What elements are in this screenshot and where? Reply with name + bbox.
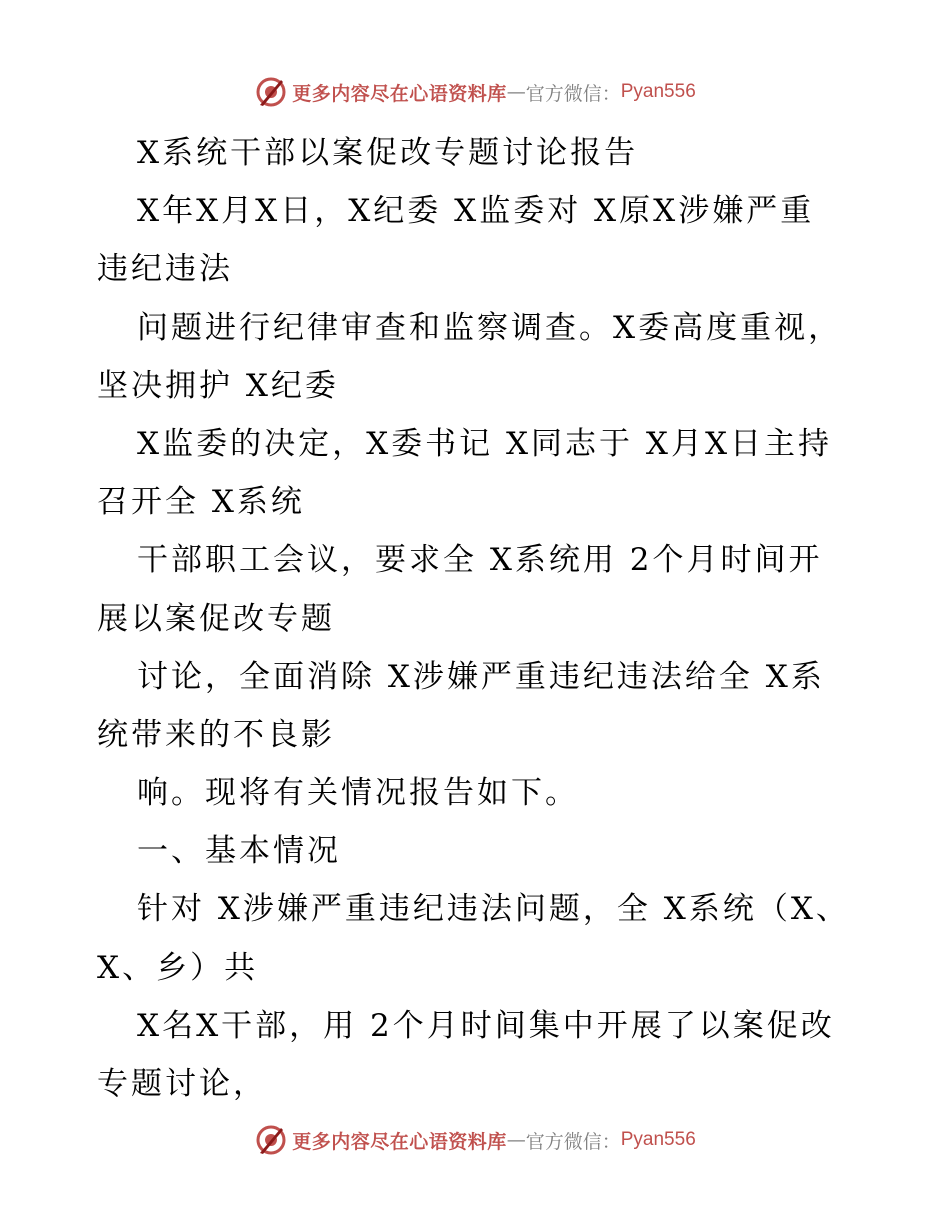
paragraph-line: 讨论，全面消除 X涉嫌严重违纪违法给全 X系 bbox=[137, 658, 825, 695]
paragraph-line: 统带来的不良影 bbox=[97, 716, 335, 753]
watermark-wechat-label: 官方微信： bbox=[525, 1130, 621, 1153]
paragraph-line: 展以案促改专题 bbox=[97, 600, 335, 637]
paragraph-line: X名X干部，用 2个月时间集中开展了以案促改 bbox=[137, 1007, 835, 1044]
watermark-handle: Pyan556 bbox=[620, 81, 696, 102]
footer-watermark bbox=[0, 1120, 950, 1160]
header-watermark bbox=[0, 72, 950, 112]
watermark-separator: — bbox=[506, 1129, 526, 1151]
watermark-handle: Pyan556 bbox=[620, 1129, 696, 1150]
paragraph-line: 专题讨论， bbox=[97, 1066, 267, 1102]
paragraph-line: 问题进行纪律审查和监察调查。X委高度重视， bbox=[137, 309, 843, 346]
paragraph-line: 坚决拥护 X纪委 bbox=[97, 367, 339, 404]
watermark-wechat-label: 官方微信： bbox=[525, 82, 621, 105]
watermark-main-text: 更多内容尽在心语资料库 bbox=[292, 82, 507, 105]
paragraph-line: 响。现将有关情况报告如下。 bbox=[137, 775, 579, 812]
quill-logo-icon bbox=[254, 75, 288, 109]
paragraph-line: 召开全 X系统 bbox=[97, 484, 305, 521]
paragraph-line: 针对 X涉嫌严重违纪违法问题，全 X系统（X、 bbox=[137, 891, 850, 928]
document-body bbox=[97, 124, 857, 1113]
document-title: X系统干部以案促改专题讨论报告 bbox=[137, 135, 639, 171]
paragraph-line: X年X月X日，X纪委 X监委对 X原X涉嫌严重 bbox=[137, 193, 815, 230]
quill-logo-icon bbox=[254, 1123, 288, 1157]
paragraph-line: X、乡）共 bbox=[97, 949, 259, 986]
paragraph-line: X监委的决定，X委书记 X同志于 X月X日主持 bbox=[137, 425, 833, 462]
paragraph-line: 违纪违法 bbox=[97, 251, 233, 288]
watermark-separator: — bbox=[506, 81, 526, 103]
section-heading: 一、基本情况 bbox=[137, 833, 341, 870]
watermark-main-text: 更多内容尽在心语资料库 bbox=[292, 1130, 507, 1153]
paragraph-line: 干部职工会议，要求全 X系统用 2个月时间开 bbox=[137, 542, 823, 579]
